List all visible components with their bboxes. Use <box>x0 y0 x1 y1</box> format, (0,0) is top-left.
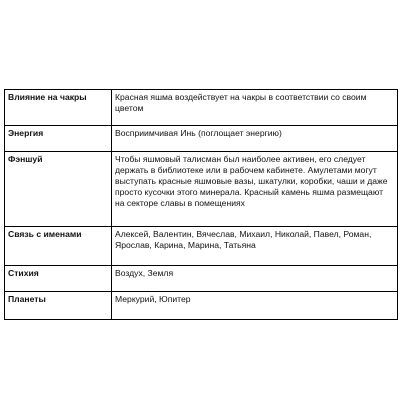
row-label-names: Связь с именами <box>5 227 112 266</box>
row-value-names: Алексей, Валентин, Вячеслав, Михаил, Николай, Павел, Роман, Ярослав, Карина, Марина, Татьяна <box>112 227 398 266</box>
table-row <box>5 266 398 292</box>
row-value-energy: Восприимчивая Инь (поглощает энергию) <box>112 126 398 152</box>
row-value-fengshui: Чтобы яшмовый талисман был наиболее активен, его следует держать в библиотеке или в рабочем кабинете. Амулетами могут выступать красные яшмовые вазы, шкатулки, коробки, чаши и даже просто кусочки этого минерала. Красный камень яшма размещают на секторе славы в помещениях <box>112 152 398 227</box>
properties-table <box>4 89 398 320</box>
table-row <box>5 292 398 320</box>
row-label-element: Стихия <box>5 266 112 292</box>
row-value-planets: Меркурий, Юпитер <box>112 292 398 320</box>
table-row <box>5 126 398 152</box>
row-value-element: Воздух, Земля <box>112 266 398 292</box>
row-label-planets: Планеты <box>5 292 112 320</box>
row-value-chakras: Красная яшма воздействует на чакры в соответствии со своим цветом <box>112 90 398 126</box>
table-row <box>5 90 398 126</box>
row-label-energy: Энергия <box>5 126 112 152</box>
table-row <box>5 152 398 227</box>
row-label-fengshui: Фэншуй <box>5 152 112 227</box>
table-row <box>5 227 398 266</box>
row-label-chakras: Влияние на чакры <box>5 90 112 126</box>
